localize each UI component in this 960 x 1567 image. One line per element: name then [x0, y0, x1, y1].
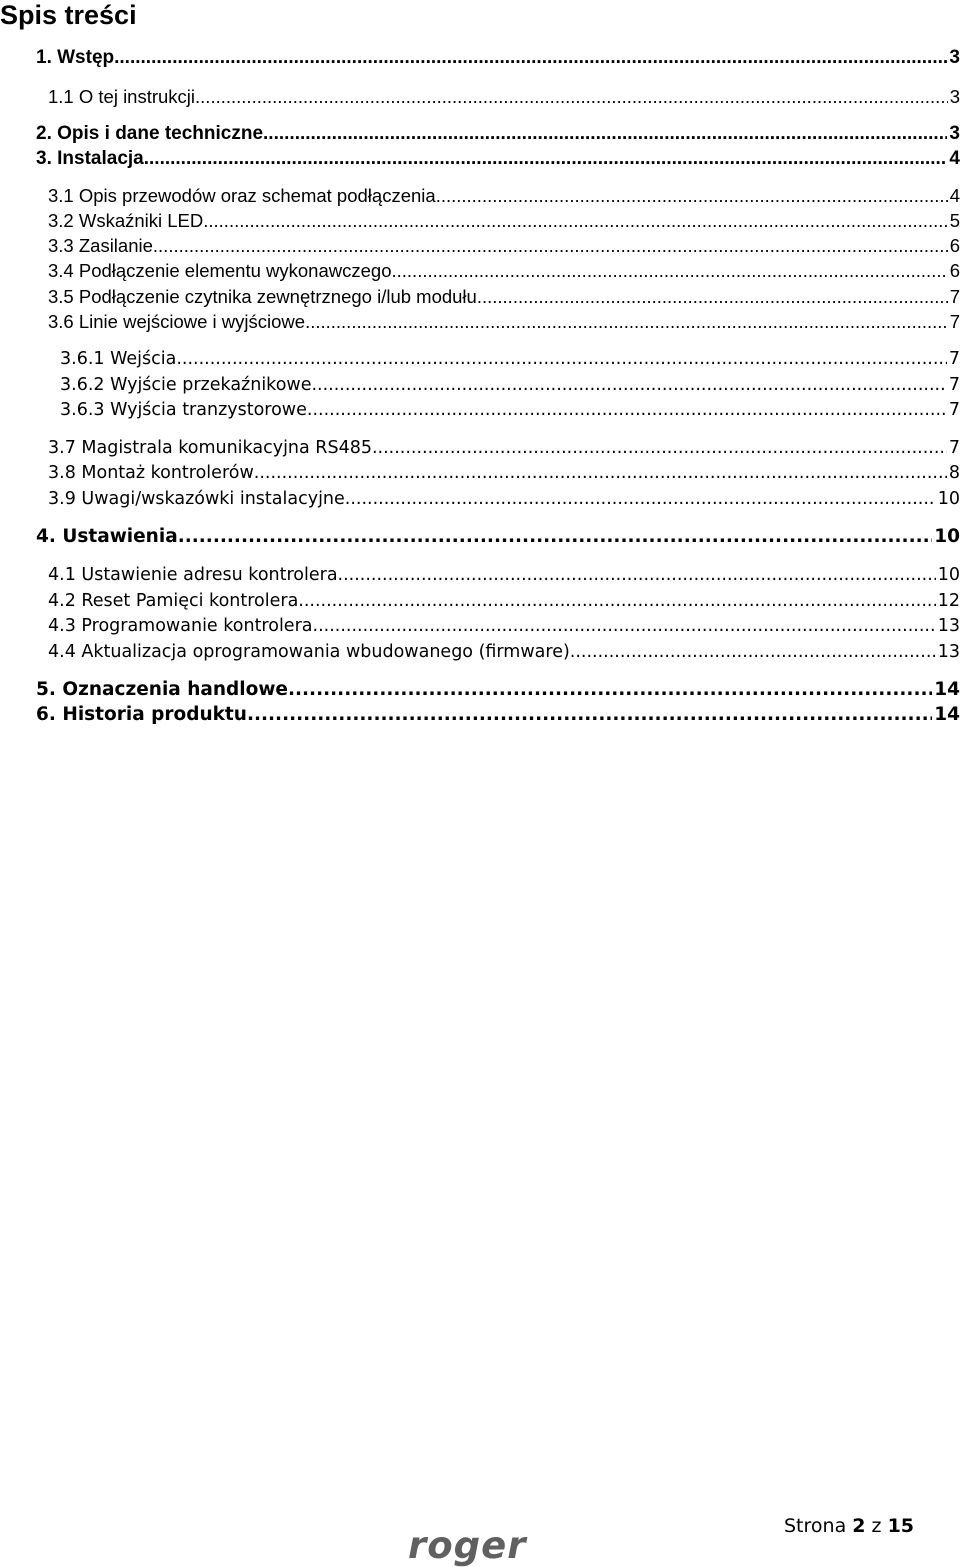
- toc-entry-4-3[interactable]: [48, 614, 960, 638]
- toc-leader-dots: [203, 209, 947, 233]
- toc-entry-label: 6. Historia produktu: [36, 704, 247, 725]
- toc-leader-dots: [477, 285, 948, 309]
- toc-entry-3-6-1[interactable]: [60, 347, 960, 371]
- toc-leader-dots: [247, 703, 932, 727]
- toc-entry-page: 3: [949, 123, 960, 144]
- toc-entry-6[interactable]: [36, 703, 960, 727]
- toc-leader-dots: [288, 678, 932, 702]
- toc-entry-page: 7: [948, 375, 960, 395]
- toc-leader-dots: [263, 122, 947, 146]
- toc-entry-page: 10: [937, 565, 960, 585]
- toc-leader-dots: [372, 436, 947, 460]
- toc-entry-3-4[interactable]: [48, 259, 960, 283]
- toc-entry-page: 10: [937, 489, 960, 509]
- toc-leader-dots: [176, 347, 947, 371]
- toc-entry-label: 4. Ustawienia: [36, 526, 178, 547]
- toc-entry-3-9[interactable]: [48, 487, 960, 511]
- toc-entry-label: 3.6.1 Wejścia: [60, 349, 177, 369]
- toc-leader-dots: [345, 487, 936, 511]
- toc-entry-5[interactable]: [36, 678, 960, 702]
- toc-entry-label: 3.6.2 Wyjście przekaźnikowe: [60, 375, 312, 395]
- page-separator: z: [871, 1515, 882, 1537]
- toc-leader-dots: [311, 373, 946, 397]
- toc-entry-page: 3: [949, 86, 960, 107]
- toc-leader-dots: [254, 461, 947, 485]
- toc-entry-3-1[interactable]: [48, 184, 960, 208]
- toc-entry-label: 4.3 Programowanie kontrolera: [48, 616, 313, 636]
- toc-entry-page: 14: [934, 704, 960, 725]
- toc-leader-dots: [436, 184, 948, 208]
- toc-entry-page: 7: [949, 311, 960, 332]
- toc-entry-label: 3.6.3 Wyjścia tranzystorowe: [60, 400, 307, 420]
- toc-entry-page: 7: [948, 400, 960, 420]
- toc-entry-page: 6: [949, 235, 960, 256]
- toc-entry-3-6-2[interactable]: [60, 373, 960, 397]
- toc-entry-label: 3.8 Montaż kontrolerów: [48, 463, 254, 483]
- toc-entry-page: 14: [934, 679, 960, 700]
- toc-entry-4-4[interactable]: [48, 640, 960, 664]
- toc-leader-dots: [153, 234, 948, 258]
- toc-entry-page: 12: [937, 591, 960, 611]
- toc-entry-1[interactable]: [36, 46, 960, 70]
- toc-entry-1-1[interactable]: [48, 85, 960, 109]
- toc-entry-page: 6: [949, 260, 960, 281]
- toc-entry-label: 3. Instalacja: [36, 148, 144, 169]
- toc-entry-4-1[interactable]: [48, 563, 960, 587]
- toc-entry-label: 4.1 Ustawienie adresu kontrolera: [48, 565, 338, 585]
- total-pages-number: 15: [887, 1515, 915, 1537]
- toc-entry-label: 3.7 Magistrala komunikacyjna RS485: [48, 438, 372, 458]
- toc-entry-3-7[interactable]: [48, 436, 960, 460]
- toc-entry-label: 1. Wstęp: [36, 47, 115, 68]
- toc-entry-page: 13: [937, 616, 960, 636]
- toc-entry-label: 1.1 O tej instrukcji: [48, 86, 196, 107]
- toc-entry-3-2[interactable]: [48, 209, 960, 233]
- toc-entry-3-6-3[interactable]: [60, 398, 960, 422]
- toc-entry-label: 5. Oznaczenia handlowe: [36, 679, 288, 700]
- toc-entry-label: 2. Opis i dane techniczne: [36, 123, 264, 144]
- toc-entry-page: 7: [949, 286, 960, 307]
- toc-leader-dots: [298, 589, 935, 613]
- toc-entry-label: 3.4 Podłączenie elementu wykonawczego: [48, 260, 392, 281]
- toc-entry-2[interactable]: [36, 122, 960, 146]
- toc-entry-label: 3.9 Uwagi/wskazówki instalacyjne: [48, 489, 345, 509]
- toc-entry-label: 3.6 Linie wejściowe i wyjściowe: [48, 311, 306, 332]
- toc-leader-dots: [195, 85, 948, 109]
- toc-entry-page: 3: [949, 47, 960, 68]
- toc-entry-page: 10: [934, 526, 960, 547]
- toc-entry-label: 3.3 Zasilanie: [48, 235, 153, 256]
- page-number: [784, 1514, 914, 1538]
- toc-leader-dots: [307, 398, 947, 422]
- toc-entry-label: 3.5 Podłączenie czytnika zewnętrznego i/lub modułu: [48, 286, 477, 307]
- toc-entry-4-2[interactable]: [48, 589, 960, 613]
- toc-entry-4[interactable]: [36, 525, 960, 549]
- page-prefix: Strona: [784, 1515, 847, 1537]
- toc-entry-3-6[interactable]: [48, 310, 960, 334]
- toc-entry-3[interactable]: [36, 147, 960, 171]
- toc-leader-dots: [313, 614, 936, 638]
- toc-entry-label: 4.4 Aktualizacja oprogramowania wbudowanego (firmware): [48, 642, 570, 662]
- toc-leader-dots: [144, 147, 948, 171]
- toc-entry-page: 4: [949, 185, 960, 206]
- toc-leader-dots: [392, 259, 948, 283]
- toc-entry-3-3[interactable]: [48, 234, 960, 258]
- toc-leader-dots: [178, 525, 933, 549]
- toc-entry-label: 4.2 Reset Pamięci kontrolera: [48, 591, 299, 611]
- toc-entry-page: 13: [937, 642, 960, 662]
- toc-entry-page: 4: [949, 148, 960, 169]
- current-page-number: 2: [852, 1515, 866, 1537]
- toc-entry-label: 3.2 Wskaźniki LED: [48, 210, 204, 231]
- toc-leader-dots: [305, 310, 948, 334]
- toc-entry-label: 3.1 Opis przewodów oraz schemat podłączenia: [48, 185, 436, 206]
- toc-leader-dots: [338, 563, 936, 587]
- toc-leader-dots: [570, 640, 936, 664]
- toc-entry-3-8[interactable]: [48, 461, 960, 485]
- toc-entry-page: 7: [948, 438, 960, 458]
- toc-leader-dots: [114, 46, 947, 70]
- toc-entry-page: 7: [948, 349, 960, 369]
- page-title: Spis treści: [0, 0, 137, 30]
- toc-entry-3-5[interactable]: [48, 285, 960, 309]
- toc-entry-page: 5: [949, 210, 960, 231]
- toc-entry-page: 8: [948, 463, 960, 483]
- roger-logo: roger: [408, 1524, 527, 1567]
